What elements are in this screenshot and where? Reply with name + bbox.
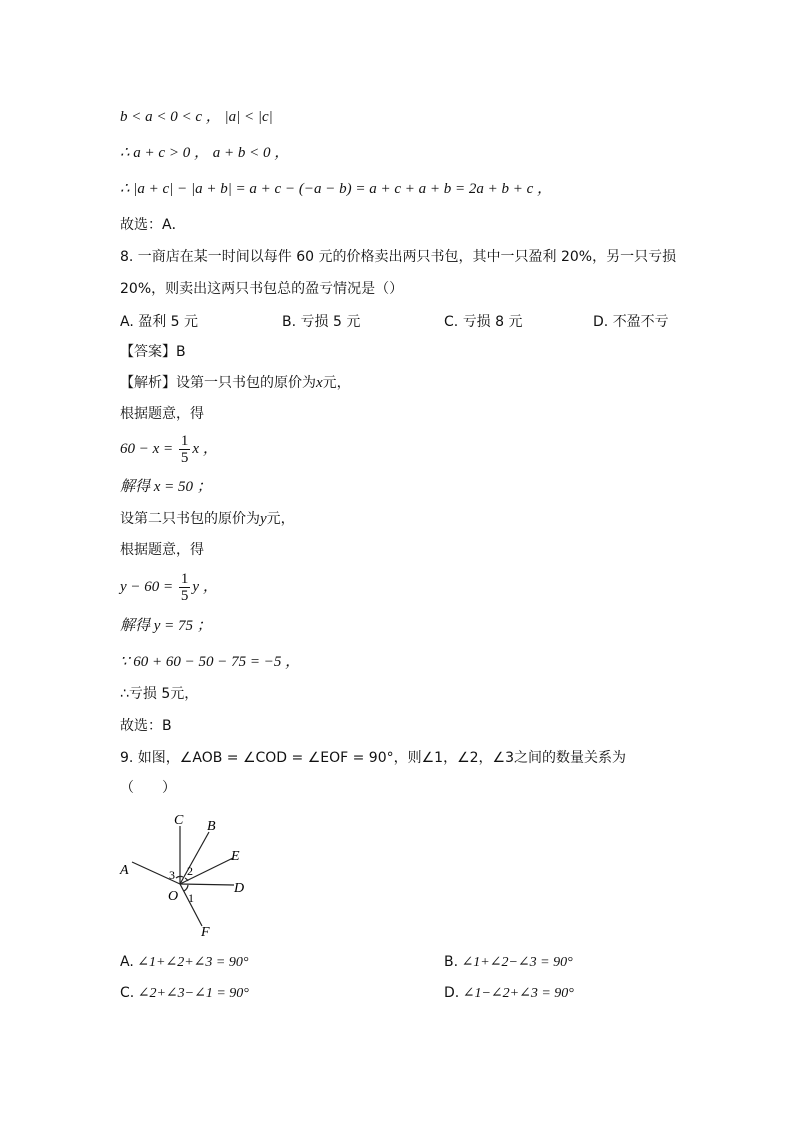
q8-by-meaning-1: 根据题意，得	[120, 406, 204, 422]
equation-left: y − 60 =	[120, 579, 174, 595]
variable-y: y	[260, 511, 267, 527]
label-angle-2: 2	[187, 864, 193, 878]
option-text: ∠2+∠3−∠1 = 90°	[137, 986, 249, 1001]
q9-option-d	[444, 985, 574, 1002]
q9-option-c	[120, 985, 249, 1002]
equation-right: y ，	[192, 579, 218, 595]
label-b: B	[207, 819, 216, 834]
q9-stem: 9. 如图，∠AOB = ∠COD = ∠EOF = 90°，则∠1，∠2，∠3之间的数量关系为	[120, 750, 626, 766]
fraction-denominator: 5	[180, 450, 189, 467]
option-label: C.	[444, 314, 459, 330]
figure-rays	[132, 826, 234, 926]
q8-analysis-line	[120, 373, 351, 393]
q8-option-d	[593, 311, 669, 331]
q8-second-bag-line	[120, 509, 295, 529]
option-text: ∠1−∠2+∠3 = 90°	[462, 986, 574, 1001]
label-a: A	[120, 863, 129, 878]
option-label: B.	[444, 954, 459, 970]
option-text: 盈利 5 元	[138, 314, 199, 330]
q8-solve-2: 解得 y = 75 ；	[120, 618, 212, 634]
q8-stem-line2: 20%，则卖出这两只书包总的盈亏情况是（）	[120, 281, 404, 297]
q8-stem-line1: 8. 一商店在某一时间以每件 60 元的价格卖出两只书包，其中一只盈利 20%，另一只亏损	[120, 249, 677, 265]
q8-option-c	[444, 311, 523, 331]
variable-x: x	[316, 375, 323, 391]
q8-because: ∵ 60 + 60 − 50 − 75 = −5 ，	[120, 654, 301, 670]
q8-equation-2	[120, 570, 218, 604]
option-label: A.	[120, 954, 134, 970]
q8-therefore: ∴亏损 5元，	[120, 686, 199, 702]
q9-option-b	[444, 954, 573, 971]
q8-by-meaning-2: 根据题意，得	[120, 542, 204, 558]
option-text: 亏损 5 元	[300, 314, 361, 330]
fraction-one-fifth	[179, 433, 191, 466]
option-label: D.	[444, 985, 460, 1001]
q8-equation-1	[120, 432, 218, 466]
fraction-numerator: 1	[180, 571, 189, 588]
equation-left: 60 − x =	[120, 441, 174, 457]
analysis-text-tail: 元，	[266, 511, 295, 527]
label-angle-3: 3	[169, 868, 175, 882]
q9-paren: （ ）	[120, 780, 176, 796]
option-text: 亏损 8 元	[462, 314, 523, 330]
ray-od	[180, 884, 234, 885]
label-d: D	[234, 881, 245, 896]
fraction-numerator: 1	[180, 433, 189, 450]
solution-line-sums: ∴ a + c > 0 ， a + b < 0 ，	[120, 145, 290, 161]
option-text: ∠1+∠2−∠3 = 90°	[461, 955, 573, 970]
q8-answer: 【答案】B	[120, 344, 186, 360]
option-text: 不盈不亏	[612, 314, 669, 330]
analysis-text: 设第二只书包的原价为	[120, 511, 260, 527]
label-o: O	[168, 889, 179, 904]
option-label: B.	[282, 314, 297, 330]
ray-ob	[180, 832, 209, 884]
analysis-text: 【解析】设第一只书包的原价为	[120, 375, 316, 391]
option-label: D.	[593, 314, 609, 330]
solution-line-inequality: b < a < 0 < c ， |a| < |c|	[120, 109, 273, 125]
fraction-one-fifth	[179, 571, 191, 604]
label-f: F	[201, 925, 210, 940]
equation-right: x ，	[192, 441, 218, 457]
option-label: A.	[120, 314, 134, 330]
q8-solve-1: 解得 x = 50 ；	[120, 479, 212, 495]
solution-line-absolute: ∴ |a + c| − |a + b| = a + c − (−a − b) = a + c + a + b = 2a + b + c ，	[120, 181, 552, 197]
q8-choose: 故选：B	[120, 718, 172, 734]
label-e: E	[231, 849, 240, 864]
label-angle-1: 1	[188, 891, 194, 905]
option-label: C.	[120, 985, 135, 1001]
analysis-text-tail: 元，	[322, 375, 351, 391]
fraction-denominator: 5	[180, 588, 189, 605]
label-c: C	[174, 813, 184, 828]
q9-angle-figure	[110, 808, 310, 948]
q9-option-a	[120, 954, 248, 971]
q8-option-b	[282, 311, 360, 331]
q8-option-a	[120, 311, 198, 331]
solution-choice: 故选：A．	[120, 217, 186, 233]
option-text: ∠1+∠2+∠3 = 90°	[137, 955, 249, 970]
